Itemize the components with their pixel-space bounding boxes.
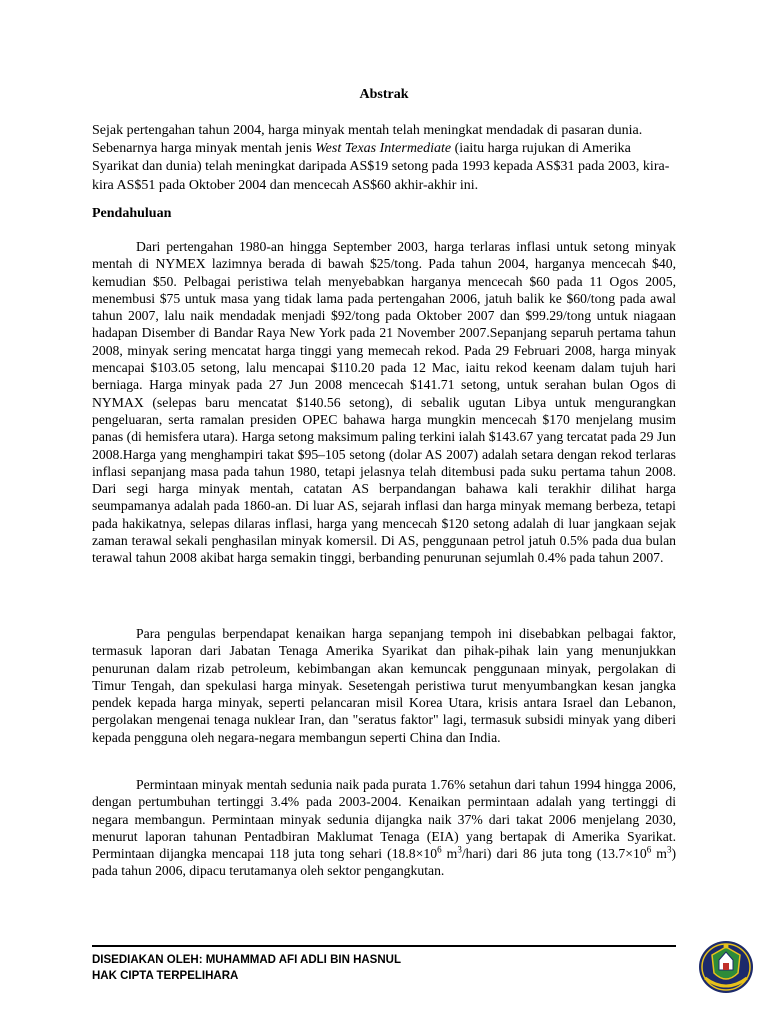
- p3-text-a: Permintaan minyak mentah sedunia naik pada purata 1.76% setahun dari tahun 1994 hingga 2006, dengan pertumbuhan tertinggi 3.4% pada 2003-2004. Kenaikan permintaan adalah yang tertinggi di negara membangun. Permintaan minyak sedunia dijangka naik 37% dari takat 2006 menjelang 2030, menurut laporan tahunan Pentadbiran Maklumat Tenaga (EIA) yang bertapak di Amerika Syarikat. Permintaan dijangka mencapai 118 juta tong sehari (18.8×10: [92, 777, 676, 862]
- school-crest-icon: [697, 938, 755, 996]
- p3-superscript: 6: [437, 844, 442, 855]
- footer-divider: [92, 945, 676, 947]
- page-title: Abstrak: [359, 87, 409, 102]
- paragraph-2: Para pengulas berpendapat kenaikan harga sepanjang tempoh ini disebabkan pelbagai faktor, termasuk laporan dari Jabatan Tenaga Amerika Syarikat dan pihak-pihak lain yang menunjukkan penurunan dalam rizab petroleum, kebimbangan akan kemuncak penggunaan minyak, pergolakan di Timur Tengah, dan spekulasi harga minyak. Sesetengah peristiwa turut menyumbangkan kesan jangka pendek kepada harga minyak, seperti pelancaran misil Korea Utara, krisis antara Israel dan Lebanon, pergolakan mengenai tenaga nuklear Iran, dan "seratus faktor" lagi, termasuk subsidi minyak yang diberi kepada pengguna oleh negara-negara membangun seperti China dan India.: [92, 626, 676, 745]
- p3-text-e: ) pada tahun 2006, dipacu terutamanya oleh sektor pengangkutan.: [92, 846, 676, 879]
- p3-text-b: m: [441, 846, 458, 862]
- p3-superscript: 3: [457, 844, 462, 855]
- abstract-text-end: (iaitu harga rujukan di Amerika Syarikat dan dunia) telah meningkat daripada AS$19 setong pada 1993 kepada AS$31 pada 2003, kira-kira AS$51 pada Oktober 2004 dan mencecah AS$60 akhir-akhir ini.: [92, 141, 670, 193]
- abstract-text: Sejak pertengahan tahun 2004, harga minyak mentah telah meningkat mendadak di pasaran dunia. Sebenarnya harga minyak mentah jenis: [92, 123, 643, 157]
- section-heading: Pendahuluan: [92, 206, 172, 221]
- abstract-emphasis: West Texas Intermediate: [315, 141, 452, 157]
- abstract-paragraph: [92, 122, 676, 195]
- footer-copyright: HAK CIPTA TERPELIHARA: [92, 970, 239, 982]
- footer: [92, 952, 592, 984]
- paragraph-1: Dari pertengahan 1980-an hingga September 2003, harga terlaras inflasi untuk setong minyak mentah di NYMEX lazimnya berada di bawah $25/tong. Pada tahun 2004, harganya mencecah $40, kemudian $50. Pelbagai peristiwa telah menyebabkan harganya mencecah $60 pada 11 Ogos 2005, menembusi $75 untuk masa yang tidak lama pada pertengahan 2006, jatuh balik ke $60/tong pada awal tahun 2007, lalu naik mendadak menjadi $92/tong pada Oktober 2007 dan $99.29/tong untuk niagaan hadapan Disember di Bandar Raya New York pada 21 November 2007.Sepanjang separuh pertama tahun 2008, minyak sering mencatat harga tinggi yang memecah rekod. Pada 29 Februari 2008, harga minyak mencapai $103.05 setong, lalu mencapai $110.20 pada 12 Mac, iaitu rekod keenam dalam tujuh hari berniaga. Harga minyak pada 27 Jun 2008 mencecah $141.71 setong, untuk serahan bulan Ogos di NYMAX (selepas baru mencatat $140.56 setong), di sebalik ugutan Libya untuk mengurangkan pengeluaran, serta ramalan presiden OPEC bahawa harga mungkin mencecah $170 menjelang musim panas (di hemisfera utara). Harga setong maksimum paling terkini ialah $143.67 yang tercatat pada 29 Jun 2008.Harga yang menghampiri takat $95–105 setong (dolar AS 2007) adalah setara dengan rekod terlaras inflasi sepanjang masa pada tahun 1980, tetapi jelasnya telah ditembusi pada suku pertama tahun 2008. Dari segi harga minyak mentah, catatan AS berpandangan bahawa kali terakhir dilihat harga seumpamanya adalah pada 1860-an. Di luar AS, sejarah inflasi dan harga minyak memang berbeza, tetapi pada hakikatnya, selepas dilaras inflasi, harga yang mencecah $120 setong adalah di luar jangkaan sejak zaman terawal sekali penghasilan minyak komersil. Di AS, penggunaan petrol jatuh 0.5% pada dua bulan terawal tahun 2008 akibat harga semakin tinggi, berbanding penurunan sejumlah 0.4% pada tahun 2007.: [92, 239, 676, 566]
- paragraph-3: [92, 776, 676, 880]
- p3-superscript: 6: [646, 844, 652, 855]
- p3-text-c: /hari) dari 86 juta tong (13.7×10: [461, 846, 647, 862]
- p3-superscript: 3: [666, 844, 672, 855]
- p3-text-d: m: [651, 846, 667, 862]
- footer-author: DISEDIAKAN OLEH: MUHAMMAD AFI ADLI BIN HASNUL: [92, 954, 401, 966]
